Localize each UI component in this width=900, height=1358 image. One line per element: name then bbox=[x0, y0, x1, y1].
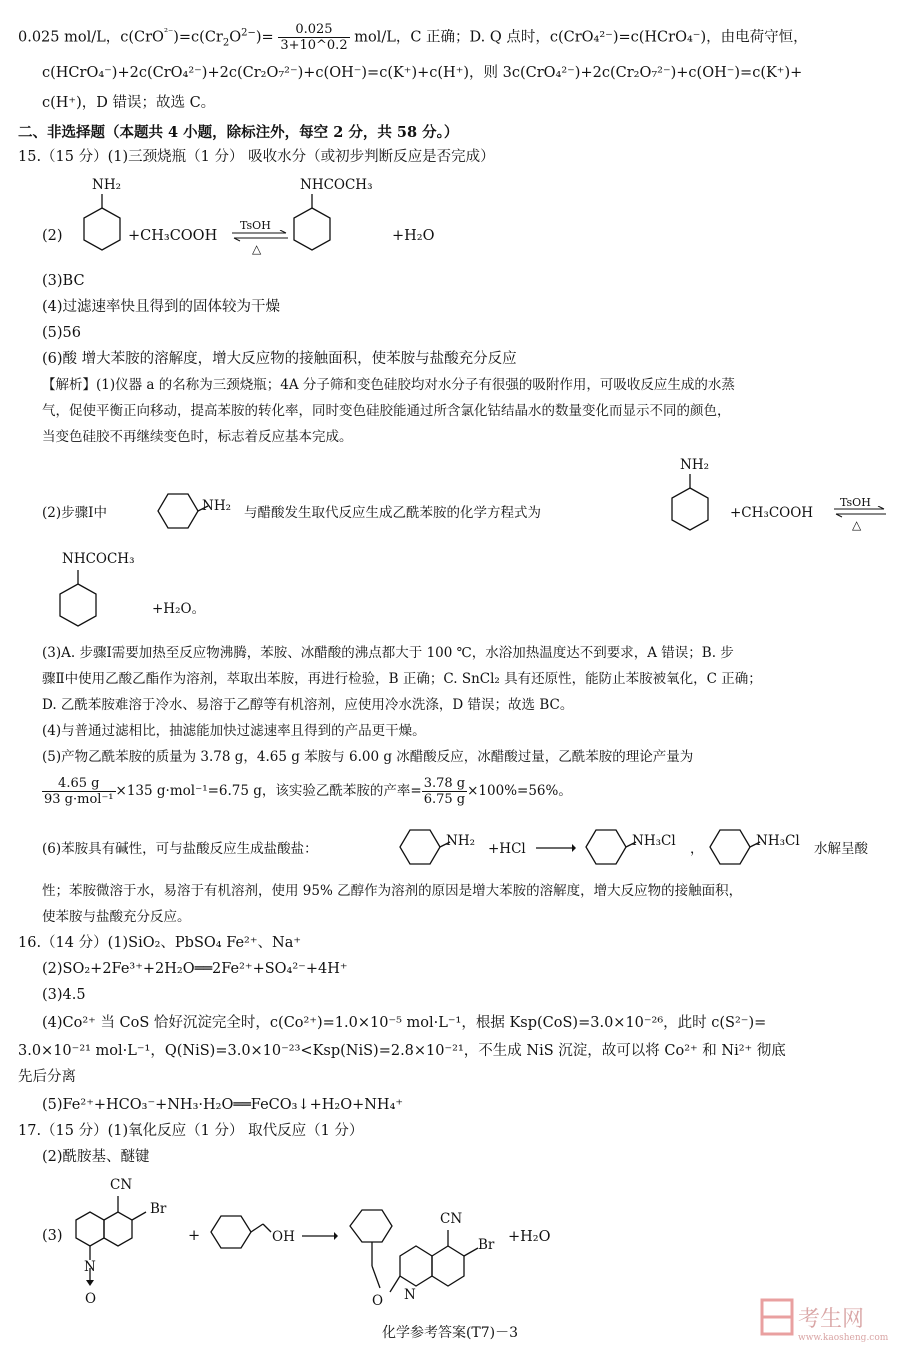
q15-3: (3)BC bbox=[42, 273, 85, 289]
br-label-1: Br bbox=[150, 1201, 167, 1217]
analysis-11 bbox=[42, 776, 572, 807]
arrow-right-2 bbox=[302, 1230, 338, 1242]
q15-1: 15.（15 分）(1)三颈烧瓶（1 分） 吸收水分（或初步判断反应是否完成） bbox=[18, 149, 495, 165]
frac-den: 3+10^0.2 bbox=[280, 38, 348, 53]
catalyst-label-2: TsOH bbox=[840, 496, 871, 509]
analysis-10: (5)产物乙酰苯胺的质量为 3.78 g，4.65 g 苯胺与 6.00 g 冰醋酸反应，冰醋酸过量，乙酰苯胺的理论产量为 bbox=[42, 749, 694, 765]
q16-4: (4)Co²⁺ 当 CoS 恰好沉淀完全时，c(Co²⁺)=1.0×10⁻⁵ mol·L⁻¹，根据 Ksp(CoS)=3.0×10⁻²⁶，此时 c(S²⁻)= bbox=[42, 1015, 767, 1031]
analysis-2: 气，促使平衡正向移动，提高苯胺的转化率，同时变色硅胶能通过所含氯化钴结晶水的数量变化而显示不同的颜色， bbox=[42, 403, 731, 419]
arrow-right bbox=[536, 842, 576, 854]
analysis-14: 使苯胺与盐酸充分反应。 bbox=[42, 909, 191, 925]
q17-water: +H₂O bbox=[508, 1229, 551, 1245]
q16-6: 先后分离 bbox=[18, 1069, 76, 1085]
nh3cl-label-2: NH₃Cl bbox=[756, 833, 800, 849]
analysis-13: 性；苯胺微溶于水，易溶于有机溶剂，使用 95% 乙醇作为溶剂的原因是增大苯胺的溶解度，增大反应物的接触面积， bbox=[42, 883, 743, 899]
page-footer: 化学参考答案(T7)－3 bbox=[381, 1325, 519, 1341]
nh2-inline: NH₂ bbox=[202, 498, 231, 514]
text: )=c(Cr bbox=[173, 29, 223, 46]
analysis-12a: (6)苯胺具有碱性，可与盐酸反应生成盐酸盐： bbox=[42, 841, 318, 857]
q15-4: (4)过滤速率快且得到的固体较为干燥 bbox=[42, 299, 281, 315]
nh2-inline-2: NH₂ bbox=[446, 833, 475, 849]
q16-1: 16.（14 分）(1)SiO₂、PbSO₄ Fe²⁺、Na⁺ bbox=[18, 935, 302, 951]
q15-6: (6)酸 增大苯胺的溶解度，增大反应物的接触面积，使苯胺与盐酸充分反应 bbox=[42, 351, 517, 367]
analysis-4a: (2)步骤Ⅰ中 bbox=[42, 505, 107, 521]
q15-2-reagent: +CH₃COOH bbox=[128, 228, 218, 244]
n-label-1: N bbox=[84, 1259, 96, 1275]
line-1: 0.025 mol/L，$c(CrO^{^{2-}})=c(Cr_2O^{2-})=$ $\frac{0.025}{3+10\^{}0.2}$ mol/L，C 正确；D. Q 点时，c(CrO₄²⁻)=c(HCrO₄⁻)，由电荷守恒， bbox=[18, 22, 808, 53]
o-label-2: O bbox=[372, 1293, 384, 1309]
o-label-1: O bbox=[85, 1291, 97, 1307]
watermark-url: www.kaosheng.com bbox=[798, 1333, 889, 1343]
nh2-label: NH₂ bbox=[92, 177, 121, 193]
nh2-label-2: NH₂ bbox=[680, 457, 709, 473]
analysis-3: 当变色硅胶不再继续变色时，标志着反应基本完成。 bbox=[42, 429, 353, 445]
sup: ²⁻ bbox=[163, 27, 174, 39]
q17-1: 17.（15 分）(1)氧化反应（1 分） 取代反应（1 分） bbox=[18, 1123, 364, 1139]
q17-plus: + bbox=[188, 1228, 201, 1244]
fraction-3 bbox=[422, 776, 467, 807]
aniline-inline bbox=[150, 486, 210, 536]
cn-label-1: CN bbox=[110, 1177, 133, 1193]
section-heading: 二、非选择题（本题共 4 小题，除标注外，每空 2 分，共 58 分。） bbox=[18, 124, 459, 141]
text: ×100%=56%。 bbox=[467, 783, 572, 799]
n-label-2: N bbox=[404, 1287, 416, 1303]
watermark-text: 考生网 bbox=[798, 1307, 865, 1332]
nhcoch3-label: NHCOCH₃ bbox=[300, 177, 373, 193]
catalyst-label: TsOH bbox=[240, 219, 271, 232]
text: O bbox=[229, 29, 242, 46]
q16-5: 3.0×10⁻²¹ mol·L⁻¹，Q(NiS)=3.0×10⁻²³<Ksp(NiS)=2.8×10⁻²¹，不生成 NiS 沉淀，故可以将 Co²⁺ 和 Ni²⁺ 彻底 bbox=[18, 1043, 786, 1059]
text: mol/L，C 正确；D. Q 点时，c(CrO₄²⁻)=c(HCrO₄⁻)，由电荷守恒， bbox=[354, 29, 808, 46]
anilinium-structure-2 bbox=[702, 822, 762, 872]
nh3cl-label: NH₃Cl bbox=[632, 833, 676, 849]
q17-2: (2)酰胺基、醚键 bbox=[42, 1149, 150, 1165]
analysis-1: 【解析】(1)仪器 a 的名称为三颈烧瓶；4A 分子筛和变色硅胶均对水分子有很强的吸附作用，可吸收反应生成的水蒸 bbox=[42, 377, 735, 393]
q15-2-label: (2) bbox=[42, 228, 63, 244]
q16-2: (2)SO₂+2Fe³⁺+2H₂O══2Fe²⁺+SO₄²⁻+4H⁺ bbox=[42, 961, 348, 977]
analysis-7: 骤Ⅱ中使用乙酸乙酯作为溶剂，萃取出苯胺，再进行检验，B 正确；C. SnCl₂ 具有还原性，能防止苯胺被氧化，C 正确； bbox=[42, 671, 762, 687]
frac-den: 93 g·mol⁻¹ bbox=[44, 792, 114, 807]
analysis-9: (4)与普通过滤相比，抽滤能加快过滤速率且得到的产品更干燥。 bbox=[42, 723, 426, 739]
text: )= bbox=[255, 29, 274, 46]
analysis-12c: ， bbox=[690, 841, 704, 857]
fraction-1 bbox=[278, 22, 349, 53]
line-3: c(H⁺)，D 错误；故选 C。 bbox=[42, 95, 216, 111]
q15-5: (5)56 bbox=[42, 325, 81, 341]
cn-label-2: CN bbox=[440, 1211, 463, 1227]
analysis-4c: +CH₃COOH bbox=[730, 505, 814, 521]
q16-3: (3)4.5 bbox=[42, 987, 86, 1003]
oh-label: OH bbox=[272, 1229, 295, 1245]
analysis-8: D. 乙酰苯胺难溶于冷水、易溶于乙醇等有机溶剂，应使用冷水洗涤，D 错误；故选 BC。 bbox=[42, 697, 574, 713]
line-2: c(HCrO₄⁻)+2c(CrO₄²⁻)+2c(Cr₂O₇²⁻)+c(OH⁻)=c(K⁺)+c(H⁺)，则 3c(CrO₄²⁻)+2c(Cr₂O₇²⁻)+c(OH⁻)=c(K⁺)+ bbox=[42, 65, 803, 81]
fraction-2 bbox=[42, 776, 116, 807]
heat-label-2: △ bbox=[852, 518, 862, 532]
analysis-6: (3)A. 步骤Ⅰ需要加热至反应物沸腾，苯胺、冰醋酸的沸点都大于 100 ℃，水浴加热温度达不到要求，A 错误；B. 步 bbox=[42, 645, 734, 661]
q17-3-label: (3) bbox=[42, 1228, 63, 1244]
frac-num: 0.025 bbox=[278, 22, 349, 38]
text: ×135 g·mol⁻¹=6.75 g，该实验乙酰苯胺的产率= bbox=[115, 783, 422, 799]
q16-7: (5)Fe²⁺+HCO₃⁻+NH₃·H₂O══FeCO₃↓+H₂O+NH₄⁺ bbox=[42, 1097, 404, 1113]
analysis-12b: +HCl bbox=[488, 841, 526, 857]
frac-den: 6.75 g bbox=[423, 792, 466, 807]
analysis-4b: 与醋酸发生取代反应生成乙酰苯胺的化学方程式为 bbox=[244, 505, 541, 521]
nhcoch3-label-2: NHCOCH₃ bbox=[62, 551, 135, 567]
analysis-12d: 水解呈酸 bbox=[814, 841, 868, 857]
water-label: +H₂O bbox=[392, 228, 435, 244]
text: 0.025 mol/L，c(CrO bbox=[18, 29, 164, 46]
frac-num: 3.78 g bbox=[423, 776, 466, 791]
frac-num: 4.65 g bbox=[42, 776, 116, 792]
analysis-5: +H₂O。 bbox=[152, 601, 206, 617]
heat-label: △ bbox=[252, 242, 262, 256]
anilinium-structure bbox=[578, 822, 638, 872]
br-label-2: Br bbox=[478, 1237, 495, 1253]
aniline-inline-2 bbox=[392, 822, 452, 872]
